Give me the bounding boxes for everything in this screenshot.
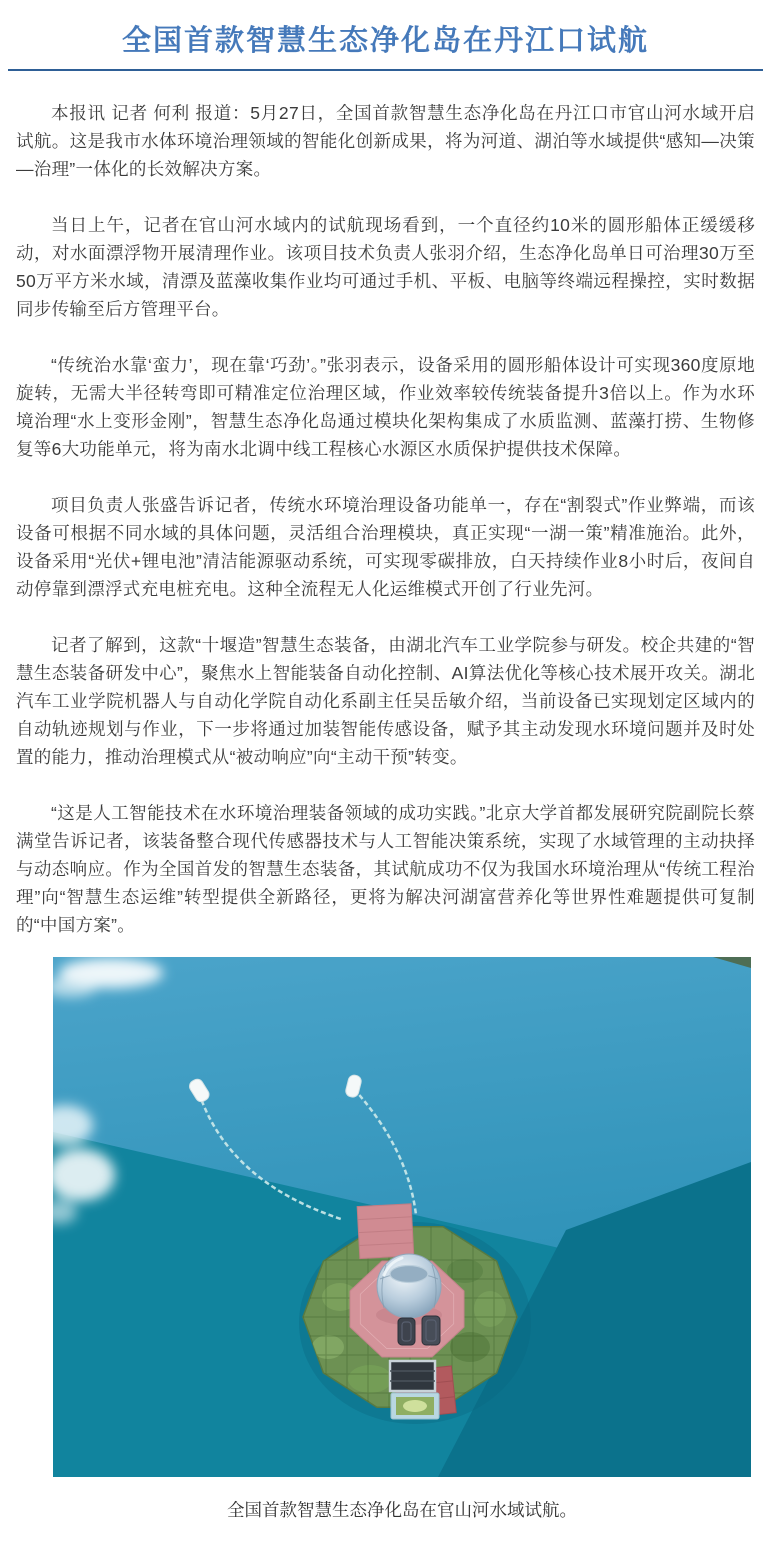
paragraph-2: 当日上午，记者在官山河水域内的试航现场看到，一个直径约10米的圆形船体正缓缓移动，对水面漂浮物开展清理作业。该项目技术负责人张羽介绍，生态净化岛单日可治理30万至50万平方米水域，清漂及蓝藻收集作业均可通过手机、平板、电脑等终端远程操控，实时数据同步传输至后方管理平台。 (16, 215, 755, 319)
paragraph-1: 本报讯 记者 何利 报道：5月27日，全国首款智慧生态净化岛在丹江口市官山河水域开启试航。这是我市水体环境治理领域的智能化创新成果，将为河道、湖泊等水域提供“感知—决策—治理”一体化的长效解决方案。 (16, 103, 755, 179)
title-divider (8, 69, 763, 71)
culture-pool (391, 1393, 439, 1419)
paragraph-6: “这是人工智能技术在水环境治理装备领域的成功实践。”北京大学首都发展研究院副院长蔡满堂告诉记者，该装备整合现代传感器技术与人工智能决策系统，实现了水域管理的主动抉择与动态响应。作为全国首发的智慧生态装备，其试航成功不仅为我国水环境治理从“传统工程治理”向“智慧生态运维”转型提供全新路径，更将为解决河湖富营养化等世界性难题提供可复制的“中国方案”。 (16, 803, 755, 935)
paragraph-3: “传统治水靠‘蛮力’，现在靠‘巧劲’。”张羽表示，设备采用的圆形船体设计可实现360度原地旋转，无需大半径转弯即可精准定位治理区域，作业效率较传统装备提升3倍以上。作为水环境治理“水上变形金刚”，智慧生态净化岛通过模块化架构集成了水质监测、蓝藻打捞、生物修复等6大功能单元，将为南水北调中线工程核心水源区水质保护提供技术保障。 (16, 355, 755, 459)
article-body (0, 99, 771, 939)
article-title: 全国首款智慧生态净化岛在丹江口试航 (121, 25, 649, 57)
walkway-north (357, 1204, 414, 1259)
article-photo (53, 957, 751, 1477)
article-figure (53, 957, 751, 1529)
glass-dome (377, 1254, 441, 1318)
solar-table (390, 1361, 435, 1391)
article-page (0, 25, 771, 1529)
photo-caption: 全国首款智慧生态净化岛在官山河水域试航。 (227, 1500, 577, 1520)
paragraph-5: 记者了解到，这款“十堰造”智慧生态装备，由湖北汽车工业学院参与研发。校企共建的“智慧生态装备研发中心”，聚焦水上智能装备自动化控制、AI算法优化等核心技术展开攻关。湖北汽车工业学院机器人与自动化学院自动化系副主任吴岳敏介绍，当前设备已实现划定区域内的自动轨迹规划与作业，下一步将通过加装智能传感设备，赋予其主动发现水环境问题并及时处置的能力，推动治理模式从“被动响应”向“主动干预”转变。 (16, 635, 755, 767)
paragraph-4: 项目负责人张盛告诉记者，传统水环境治理设备功能单一，存在“割裂式”作业弊端，而该设备可根据不同水域的具体问题，灵活组合治理模块，真正实现“一湖一策”精准施治。此外，设备采用“光伏+锂电池”清洁能源驱动系统，可实现零碳排放，白天持续作业8小时后，夜间自动停靠到漂浮式充电桩充电。这种全流程无人化运维模式开创了行业先河。 (16, 495, 755, 599)
